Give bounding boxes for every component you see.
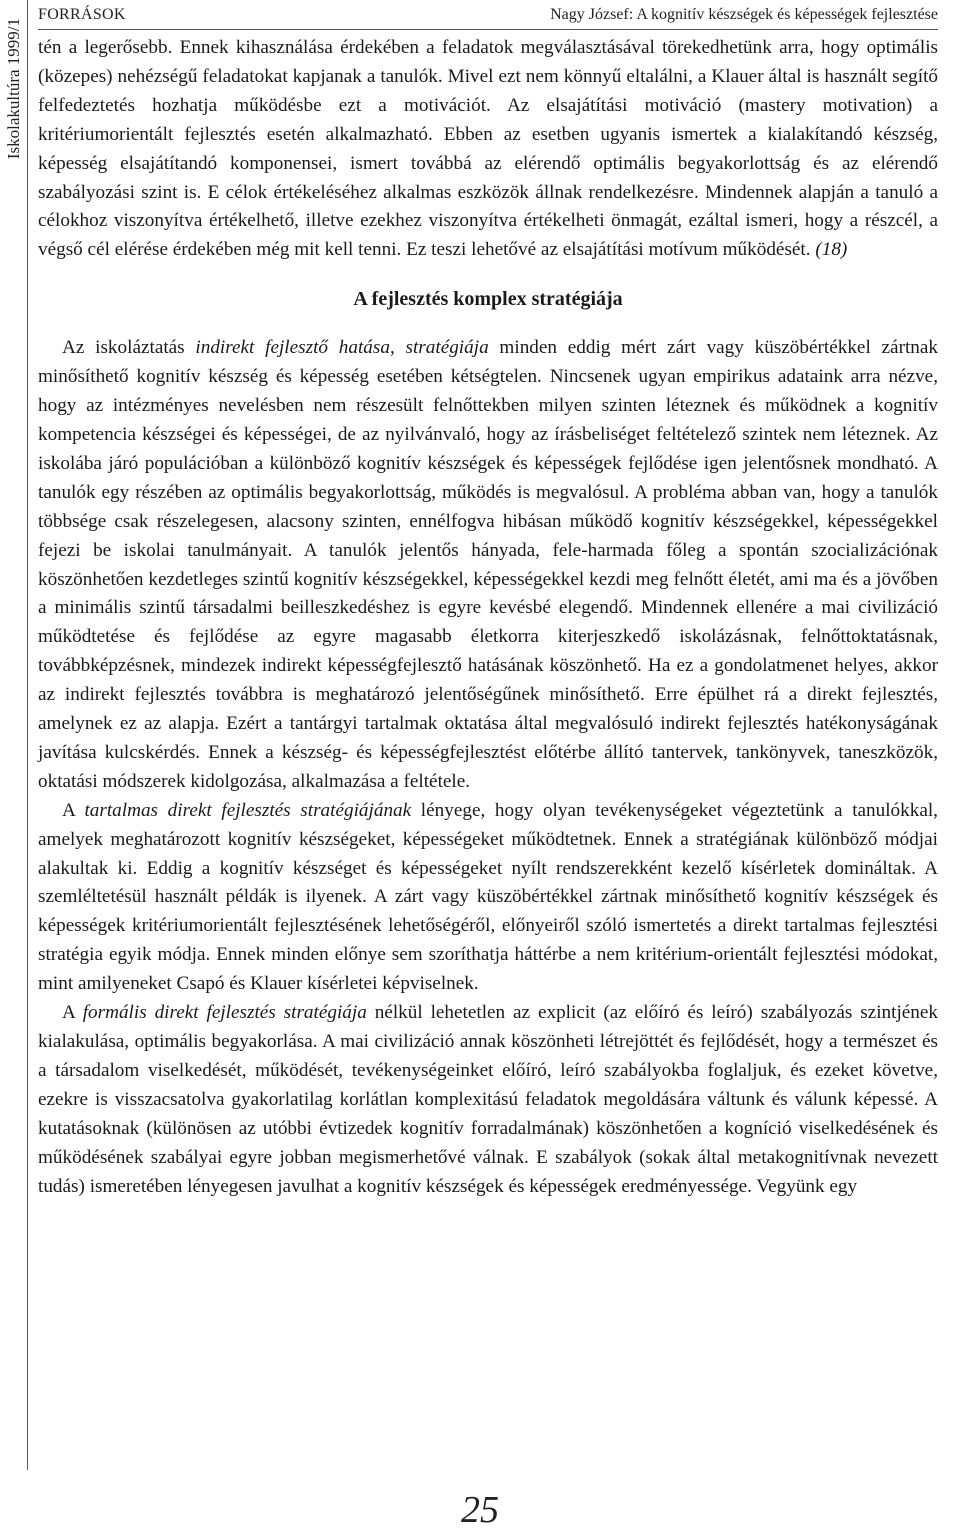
journal-sidebar (0, 0, 28, 520)
paragraph-text: A (62, 1002, 83, 1024)
paragraph-content-direct (38, 797, 938, 999)
emphasis-term: indirekt fejlesztő hatása, stratégiája (195, 337, 489, 359)
page-header (38, 6, 938, 30)
paragraph-indirect (38, 334, 938, 797)
paragraph-text: lényege, hogy olyan tevékenységeket végeztetünk a tanulókkal, amelyek meghatározott kognitív készségeket, képességeket működtetnek. Ennek a stratégiának különböző módjai alakultak ki. Eddig a kognitív készséget és képességeket nyílt rendszerekként kezelő kísérletek domináltak. A szemléltetésül használt példák is ilyenek. A zárt vagy küszöbértékkel zártnak minősíthető kognitív készségek és képességek kritériumorientált fejlesztésének lehetőségéről, előnyeiről szóló ismertetés a direkt tartalmas fejlesztési stratégia egyik módja. Ennek minden előnye sem szoríthatja háttérbe a nem kritérium-orientált fejlesztési módokat, mint amilyeneket Csapó és Klauer kísérletei képviselnek. (38, 799, 938, 995)
reference-marker: (18) (815, 239, 848, 261)
section-heading: A fejlesztés komplex stratégiája (353, 288, 623, 311)
emphasis-term: formális direkt fejlesztés stratégiája (82, 1002, 367, 1024)
paragraph-formal-direct (38, 999, 938, 1201)
page-number: 25 (461, 1489, 499, 1531)
emphasis-term: tartalmas direkt fejlesztés stratégiájának (84, 799, 412, 821)
journal-name: Iskolakultúra 1999/1 (4, 18, 23, 160)
paragraph-text: A (62, 799, 85, 821)
article-body (38, 34, 938, 1201)
paragraph-text: tén a legerősebb. Ennek kihasználása érdekében a feladatok megválasztásával törekedhetünk arra, hogy optimális (közepes) nehézségű feladatokat kapjanak a tanulók. Mivel ezt nem könnyű eltalálni, a Klauer által is használt segítő felfedeztetés hozhatja működésbe ezt a motivációt. Az elsajátítási motiváció (mastery motivation) a kritériumorientált fejlesztés esetén alkalmazható. Ebben az esetben ugyanis ismertek a kialakítandó készség, képesség elsajátítandó komponensei, ismert továbbá az elérendő optimális begyakorlottság és az elérendő szabályozási szint is. E célok értékeléséhez alkalmas eszközök állnak rendelkezésre. Mindennek alapján a tanuló a célokhoz viszonyítva értékelhető, illetve ezekhez viszonyítva értékelheti önmagát, ezáltal ismeri, hogy a részcél, a végső cél elérése érdekében még mit kell tenni. Ez teszi lehetővé az elsajátítási motívum működését. (38, 37, 938, 261)
paragraph-continuation (38, 34, 938, 265)
running-title: Nagy József: A kognitív készségek és képességek fejlesztése (550, 6, 938, 23)
section-label: FORRÁSOK (38, 6, 126, 23)
paragraph-text: nélkül lehetetlen az explicit (az előíró és leíró) szabályozás szintjének kialakulása, optimális begyakorlása. A mai civilizáció annak köszönheti létrejöttét és fejlődését, hogy a természet és a társadalom viselkedését, működését, tevékenységeinket előíró, leíró szabályokba foglaljuk, és ezeket követve, ezekre is visszacsatolva gyakorlatilag korlátlan komplexitású feladatok megoldására váltunk és válunk képessé. A kutatásoknak (különösen az utóbbi évtizedek kognitív forradalmának) köszönhetően a kogníció viselkedésének és működésének szabályai egyre jobban megismerhetővé válnak. E szabályok (sokak által metakognitívnak nevezett tudás) ismeretében lényegesen javulhat a kognitív készségek és képességek eredményessége. Vegyünk egy (38, 1002, 938, 1197)
header-rule (38, 29, 938, 30)
sidebar-rule (27, 0, 28, 1470)
paragraph-text: Az iskoláztatás (62, 337, 196, 359)
paragraph-text: minden eddig mért zárt vagy küszöbértékkel zártnak minősíthető kognitív készség és képesség esetében kétségtelen. Nincsenek ugyan empirikus adataink arra nézve, hogy az intézményes nevelésben nem részesült felnőttekben milyen szinten léteznek és működnek a kognitív kompetencia készségei és képességei, de az nyilvánvaló, hogy az írásbeliséget feltételező szintek nem léteznek. Az iskolába járó populációban a különböző kognitív készségek és képességek fejlődése igen jelentősnek mondható. A tanulók egy részében az optimális begyakorlottság, működés is megvalósul. A probléma abban van, hogy a tanulók többsége csak részelegesen, alacsony szinten, ennélfogva hibásan működő kognitív készségekkel, képességekkel fejezi be iskolai tanulmányait. A tanulók jelentős hányada, fele-harmada főleg a spontán szocializációnak köszönhetően kezdetleges szintű kognitív készségekkel, képességekkel kezdi meg felnőtt életét, ami ma és a jövőben a minimális szintű társadalmi beilleszkedéshez is egyre kevésbé elegendő. Mindennek ellenére a mai civilizáció működtetése és fejlődése az egyre magasabb életkorra kiterjeszkedő iskolázásnak, felnőttoktatásnak, továbbképzésnek, mindezek indirekt képességfejlesztő hatásának köszönhető. Ha ez a gondolatmenet helyes, akkor az indirekt fejlesztés továbbra is meghatározó jelentőségűnek minősíthető. Erre épülhet rá a direkt fejlesztés, amelynek ez az alapja. Ezért a tantárgyi tartalmak oktatása által megvalósuló indirekt fejlesztés hatékonyságának javítása kulcskérdés. Ennek a készség- és képességfejlesztést előtérbe állító tantervek, tankönyvek, taneszközök, oktatási módszerek kidolgozása, alkalmazása a feltétele. (38, 337, 938, 792)
